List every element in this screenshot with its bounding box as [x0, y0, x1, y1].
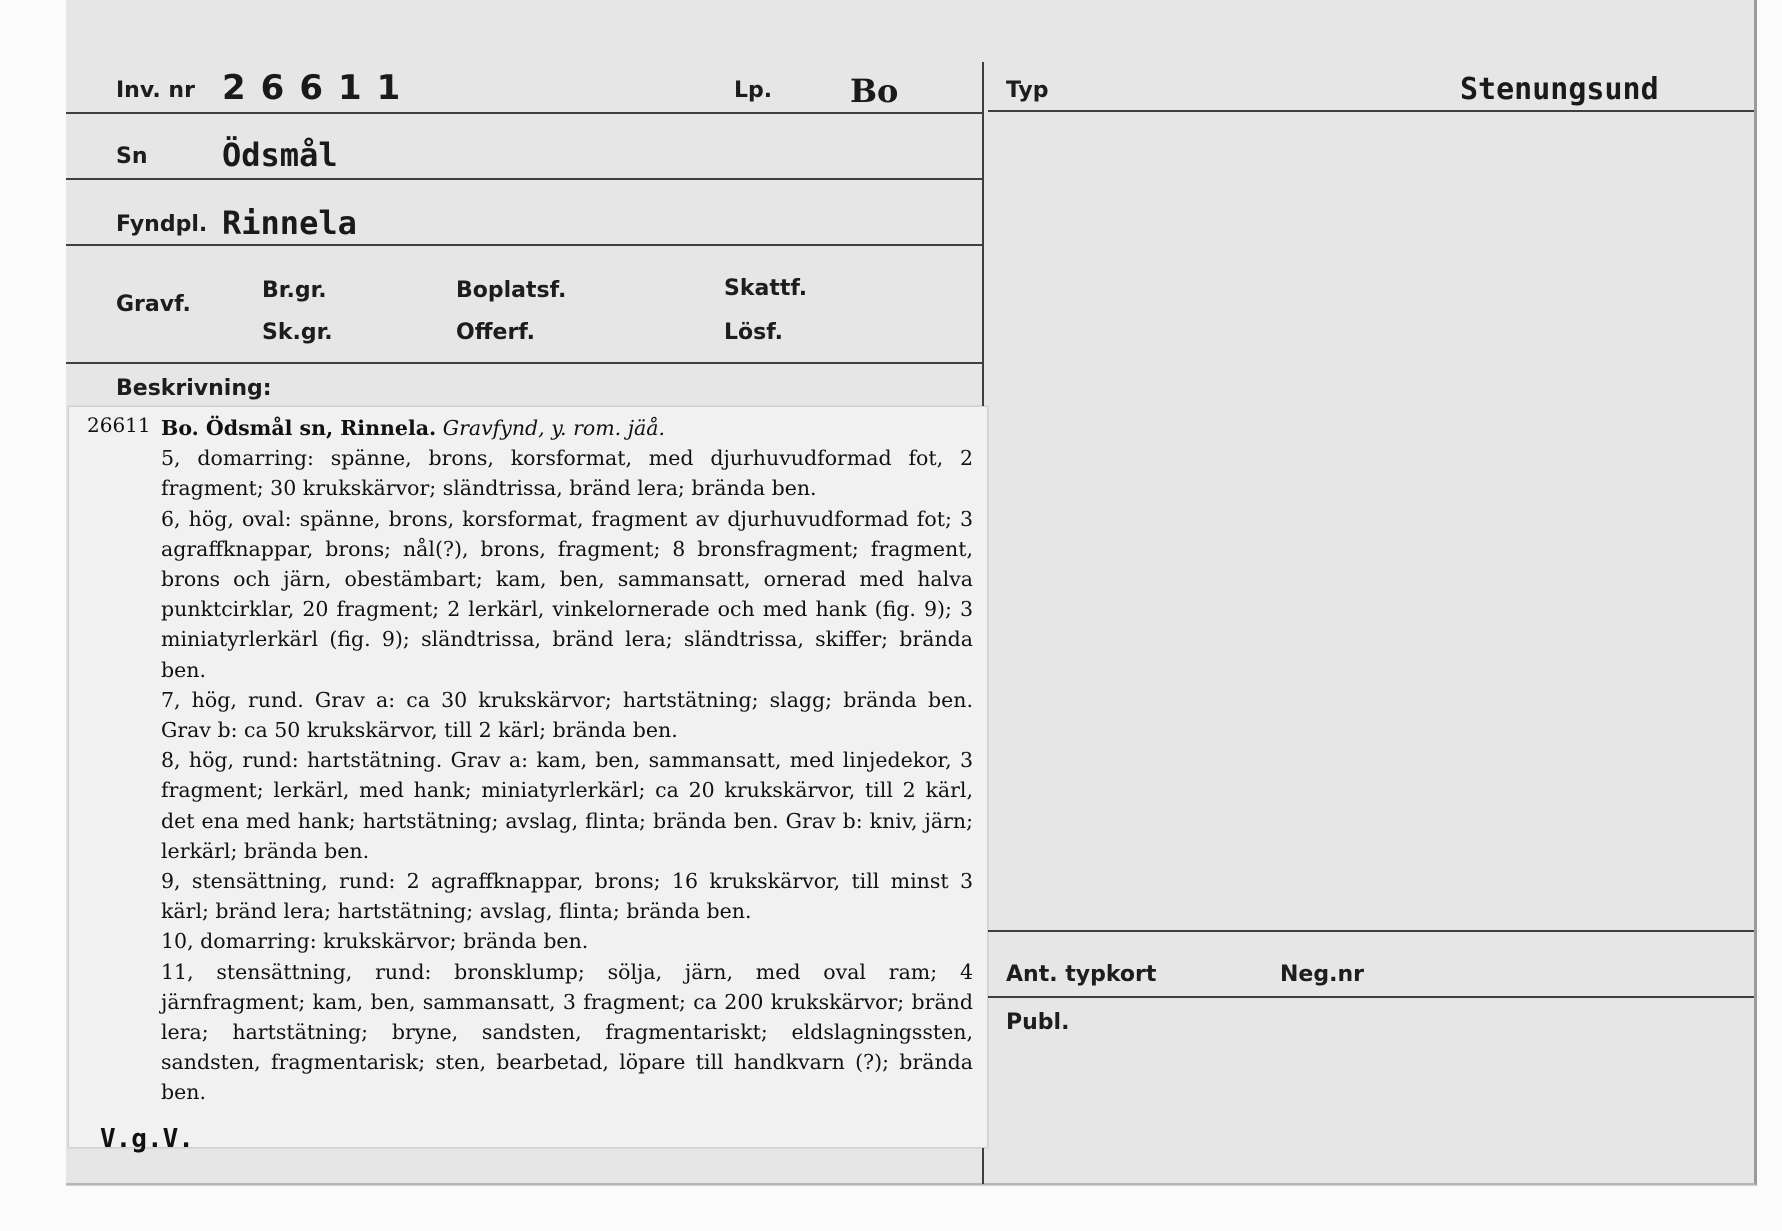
lp-label: Lp.	[734, 78, 773, 103]
typ-label: Typ	[1006, 78, 1049, 103]
skgr-label: Sk.gr.	[262, 320, 333, 345]
slip-text	[161, 413, 973, 1108]
losf-label: Lösf.	[724, 320, 783, 345]
gravf-label: Gravf.	[116, 292, 191, 317]
rule-line	[66, 178, 982, 180]
inv-nr-label: Inv. nr	[116, 78, 195, 103]
brgr-label: Br.gr.	[262, 278, 327, 303]
skattf-label: Skattf.	[724, 276, 808, 301]
slip-entry: 8, hög, rund: hartstätning. Grav a: kam, ben, sammansatt, med linjedekor, 3 fragment; lerkärl, med hank; miniatyrlerkärl; ca 20 krukskärvor, till 2 kärl, det ena med hank; hartstätning; avslag, flinta; brända ben. Grav b: kniv, järn; lerkärl; brända ben.	[161, 748, 973, 863]
offerf-label: Offerf.	[456, 320, 536, 345]
description-slip	[68, 406, 988, 1148]
rule-line	[66, 112, 982, 114]
slip-heading-line	[161, 413, 973, 443]
slip-entry: 5, domarring: spänne, brons, korsformat, med djurhuvudformad fot, 2 fragment; 30 krukskärvor; sländtrissa, bränd lera; brända ben.	[161, 446, 973, 501]
beskrivning-label: Beskrivning:	[116, 376, 272, 401]
rule-line	[988, 996, 1754, 998]
publ-label: Publ.	[1006, 1010, 1070, 1035]
slip-entry: 10, domarring: krukskärvor; brända ben.	[161, 929, 589, 954]
fyndpl-label: Fyndpl.	[116, 212, 208, 237]
slip-number: 26611	[87, 413, 151, 437]
fyndpl-value: Rinnela	[222, 204, 357, 242]
boplatsf-label: Boplatsf.	[456, 278, 567, 303]
slip-entry: 11, stensättning, rund: bronsklump; sölja, järn, med oval ram; 4 järnfragment; kam, ben, sammansatt, 3 fragment; ca 200 krukskärvor; bränd lera; hartstätning; bryne, sandsten, fragmentariskt; eldslagningssten, sandsten, fragmentarisk; sten, bearbetad, löpare till handkvarn (?); brända ben.	[161, 959, 973, 1105]
sn-value: Ödsmål	[222, 136, 338, 174]
rule-line	[988, 930, 1754, 932]
slip-heading: Bo. Ödsmål sn, Rinnela.	[161, 416, 437, 440]
slip-subheading: Gravfynd, y. rom. jäå.	[442, 416, 666, 440]
rule-line	[66, 362, 982, 364]
slip-entry: 7, hög, rund. Grav a: ca 30 krukskärvor; hartstätning; slagg; brända ben. Grav b: ca 50 krukskärvor, till 2 kärl; brända ben.	[161, 687, 973, 743]
negnr-label: Neg.nr	[1280, 962, 1364, 987]
typ-value: Stenungsund	[1460, 72, 1659, 107]
slip-entry: 6, hög, oval: spänne, brons, korsformat, fragment av djurhuvudformad fot; 3 agraffknappar, brons; nål(?), brons, fragment; 8 bronsfragment; fragment, brons och järn, obestämbart; kam, ben, sammansatt, ornerad med halva punktcirklar, 20 fragment; 2 lerkärl, vinkelornerade och med hank (fig. 9); 3 miniatyrlerkärl (fig. 9); sländtrissa, bränd lera; sländtrissa, skiffer; brända ben.	[161, 506, 973, 682]
ant-typkort-label: Ant. typkort	[1006, 962, 1157, 987]
inv-nr-value: 26611	[222, 68, 416, 108]
signature: V.g.V.	[100, 1124, 194, 1154]
lp-value: Bo	[850, 72, 899, 110]
rule-line	[988, 110, 1754, 112]
slip-entry: 9, stensättning, rund: 2 agraffknappar, brons; 16 krukskärvor, till minst 3 kärl; bränd lera; hartstätning; avslag, flinta; brända ben.	[161, 869, 973, 924]
sn-label: Sn	[116, 144, 148, 169]
rule-line	[66, 244, 982, 246]
